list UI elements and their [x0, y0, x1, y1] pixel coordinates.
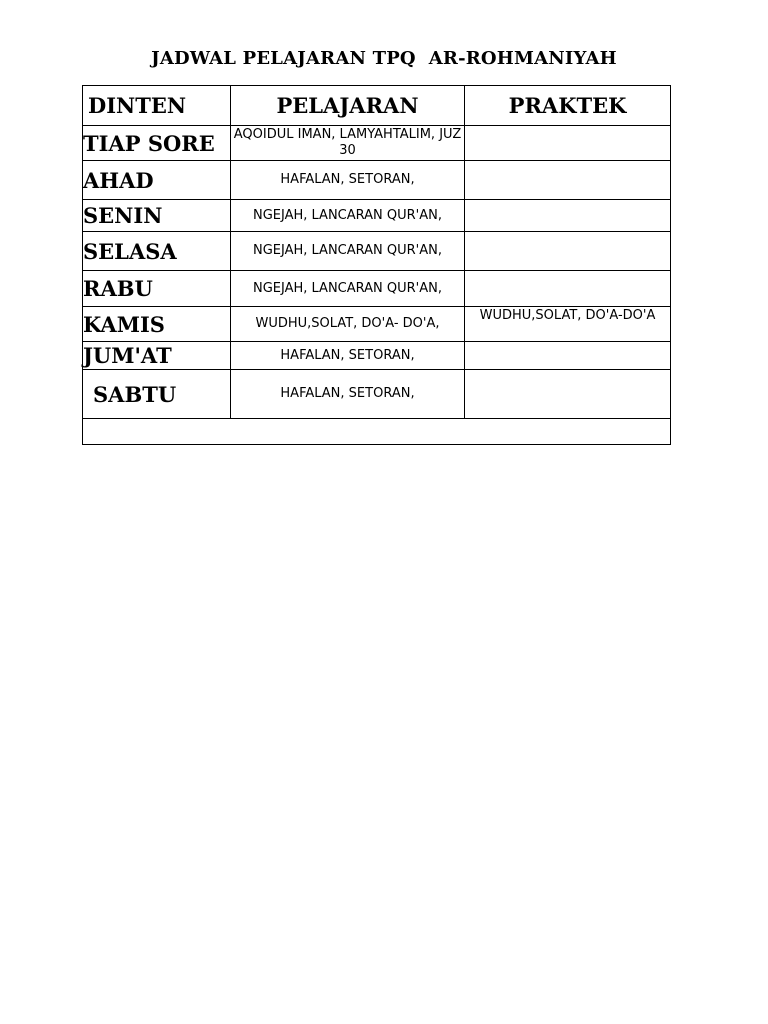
- table-header-row: [83, 86, 671, 126]
- table-row: [83, 126, 671, 161]
- table-row: [83, 342, 671, 370]
- day-cell: JUM'AT: [83, 342, 231, 370]
- subject-cell: AQOIDUL IMAN, LAMYAHTALIM, JUZ 30: [231, 126, 465, 161]
- table-row: [83, 232, 671, 271]
- subject-cell: HAFALAN, SETORAN,: [231, 161, 465, 200]
- subject-cell: WUDHU,SOLAT, DO'A- DO'A,: [231, 307, 465, 342]
- practice-cell: [465, 370, 671, 419]
- subject-cell: NGEJAH, LANCARAN QUR'AN,: [231, 271, 465, 307]
- practice-cell: WUDHU,SOLAT, DO'A-DO'A: [465, 307, 671, 342]
- practice-cell: [465, 126, 671, 161]
- day-cell: AHAD: [83, 161, 231, 200]
- day-cell: SENIN: [83, 200, 231, 232]
- subject-cell: HAFALAN, SETORAN,: [231, 342, 465, 370]
- empty-cell: [83, 419, 671, 445]
- column-header-practice: PRAKTEK: [465, 86, 671, 126]
- practice-cell: [465, 342, 671, 370]
- subject-cell: HAFALAN, SETORAN,: [231, 370, 465, 419]
- column-header-day: DINTEN: [83, 86, 231, 126]
- day-cell: RABU: [83, 271, 231, 307]
- empty-footer-row: [83, 419, 671, 445]
- table-row: [83, 200, 671, 232]
- column-header-subject: PELAJARAN: [231, 86, 465, 126]
- practice-cell: [465, 271, 671, 307]
- subject-cell: NGEJAH, LANCARAN QUR'AN,: [231, 200, 465, 232]
- practice-cell: [465, 200, 671, 232]
- practice-cell: [465, 232, 671, 271]
- practice-cell: [465, 161, 671, 200]
- page-title: JADWAL PELAJARAN TPQ AR-ROHMANIYAH: [151, 48, 617, 69]
- schedule-table: [82, 85, 671, 445]
- subject-cell: NGEJAH, LANCARAN QUR'AN,: [231, 232, 465, 271]
- day-cell: KAMIS: [83, 307, 231, 342]
- table-row: [83, 271, 671, 307]
- table-row: [83, 370, 671, 419]
- table-row: [83, 307, 671, 342]
- day-cell: TIAP SORE: [83, 126, 231, 161]
- table-row: [83, 161, 671, 200]
- day-cell: SELASA: [83, 232, 231, 271]
- day-cell: SABTU: [83, 370, 231, 419]
